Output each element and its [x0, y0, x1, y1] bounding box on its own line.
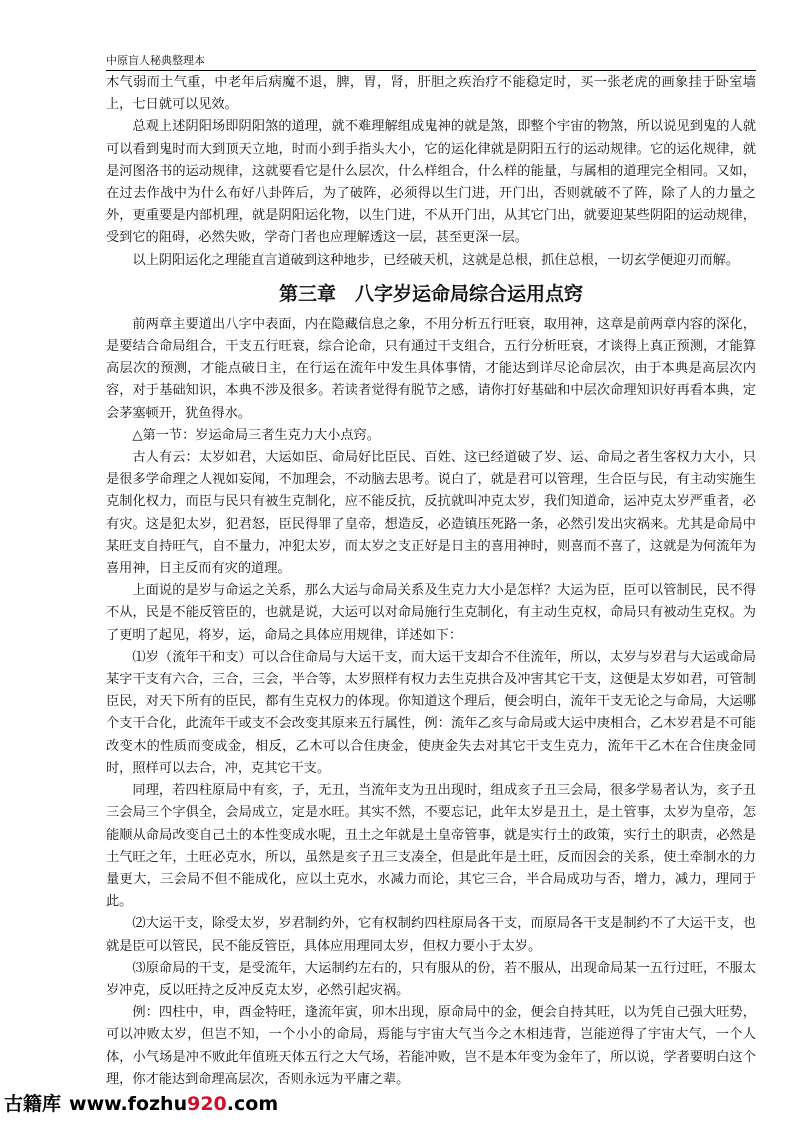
watermark-site: [69, 1093, 278, 1115]
watermark-footer: [4, 1089, 278, 1116]
page-header: [106, 54, 756, 71]
paragraph: 同理，若四柱原局中有亥，子，无丑，当流年支为丑出现时，组成亥子丑三会局，很多学易者认为，亥子丑三会局三个字俱全，会局成立，定是水旺。其实不然，不要忘记，此年太岁是丑土，是土管事，太岁为皇帝，怎能顺从命局改变自己土的本性变成水呢，丑土之年就是土皇帝管事，就是实行土的政策，实行土的职责，必然是土气旺之年，土旺必克水，所以，虽然是亥子丑三支凑全，但是此年是土旺，反而因会的关系，使土牵制水的力量更大，三会局不但不能成化，应以土克水，水减力而论，其它三合，半合局成功与否，增力，减力，理同于此。: [106, 783, 756, 910]
paragraph: ⑵大运干支，除受太岁，岁君制约外，它有权制约四柱原局各干支，而原局各干支是制约不了大运干支，也就是臣可以管民，民不能反管臣，具体应用理同太岁，但权力要小于太岁。: [106, 916, 756, 954]
paragraph: 木气弱而土气重，中老年后病魔不退，脾，胃，肾，肝胆之疾治疗不能稳定时，买一张老虎的画象挂于卧室墙上，七日就可以见效。: [106, 75, 756, 113]
paragraph: 总观上述阴阳场即阴阳煞的道理，就不难理解组成鬼神的就是煞，即整个宇宙的物煞，所以说见到鬼的人就可以看到鬼时而大到顶天立地，时而小到手指头大小，它的运化律就是阴阳五行的运动规律。它的运化规律，就是河图洛书的运动规律，这就要看它是什么层次，什么样组合，什么样的能量，与属相的道理完全相同。又如，在过去作战中为什么布好八卦阵后，为了破阵，必须得以生门进，开门出，否则就破不了阵，除了人的力量之外，更重要是内部机理，就是阴阳运化物，以生门进，不从开门出，从其它门出，就要迎某些阴阳的运动规律，受到它的阻碍，必然失败，学奇门者也应理解透这一层，甚至更深一层。: [106, 119, 756, 246]
paragraph: 例：四柱中，申，酉金特旺，逢流年寅，卯木出现，原命局中的金，便会自持其旺，以为凭自己强大旺势，可以冲败太岁，但岂不知，一个小小的命局，焉能与宇宙大气当今之木相违背，岂能逆得了宇宙大气，一个人体，小气场是冲不败此年值班天体五行之大气场，若能冲败，岂不是本年变为金年了，所以说，学者要明白这个理，你才能达到命理高层次，否则永远为平庸之辈。: [106, 1005, 756, 1087]
watermark-brand: 古籍库: [4, 1093, 62, 1115]
document-body: [106, 72, 756, 1091]
section-heading: △第一节：岁运命局三者生克力大小点窍。: [132, 427, 380, 443]
paragraph: 前两章主要道出八字中表面，内在隐藏信息之象，不用分析五行旺衰，取用神，这章是前两章内容的深化，是要结合命局组合，干支五行旺衰，综合论命，只有通过干支组合，五行分析旺衰，才谈得上真正预测，才能算高层次的预测，才能点破日主，在行运在流年中发生具体事情，才能达到详尽论命层次，由于本典是高层次内容，对于基础知识，本典不涉及很多。若读者觉得有脱节之感，请你打好基础和中层次命理知识好再看本典，定会茅塞顿开，犹鱼得水。: [106, 316, 756, 421]
site-prefix: www.fozhu: [69, 1093, 188, 1115]
header-title: 中原盲人秘典整理本: [106, 54, 205, 67]
paragraph: 古人有云：太岁如君，大运如臣、命局好比臣民、百姓、这已经道破了岁、运、命局之者生客权力大小，只是很多学命理之人视如妄闻，不加理会，不动脑去思考。说白了，就是君可以管理，生合臣与民，有主动实施生克制化权力，而臣与民只有被生克制化，应不能反抗，反抗就叫冲克太岁，我们知道命，运冲克太岁严重者，必有灾。这是犯太岁，犯君怒，臣民得罪了皇帝，想造反，必造镇压死路一条，必然引发出灾祸来。尤其是命局中某旺支自持旺气，自不量力，冲犯太岁，而太岁之支正好是日主的喜用神时，则喜而不喜了，这就是为何流年为喜用神，日主反而有灾的道理。: [106, 450, 756, 577]
chapter-title: 第三章 八字岁运命局综合运用点窍: [278, 282, 583, 305]
paragraph: 以上阴阳运化之理能直言道破到这种地步，已经破天机，这就是总根，抓住总根，一切玄学便迎刃而解。: [132, 252, 740, 268]
site-suffix: .com: [226, 1093, 279, 1115]
paragraph: 上面说的是岁与命运之关系，那么大运与命局关系及生克力大小是怎样？大运为臣，臣可以管制民，民不得不从，民是不能反管臣的，也就是说，大运可以对命局施行生克制化，有主动生克权，命局只有被动生克权。为了更明了起见，将岁，运，命局之具体应用规律，详述如下：: [106, 583, 756, 643]
paragraph: ⑶原命局的干支，是受流年，大运制约左右的，只有服从的份，若不服从，出现命局某一五行过旺，不服太岁冲克，反以旺持之反冲反克太岁，必然引起灾祸。: [106, 960, 756, 998]
paragraph: ⑴岁（流年干和支）可以合住命局与大运干支，而大运干支却合不住流年，所以，太岁与岁君与大运或命局某字干支有六合，三合，三会，半合等，太岁照样有权力去生克拱合及冲害其它干支，这便是太岁如君，可管制臣民，对天下所有的臣民，都有生克权力的体现。你知道这个理后，便会明白，流年干支无论之与命局，大运哪个支干合化，此流年干或支不会改变其原来五行属性，例：流年乙亥与命局或大运中庚相合，乙木岁君是不可能改变木的性质而变成金，相反，乙木可以合住庚金，使庚金失去对其它干支生克力，流年干乙木在合住庚金同时，照样可以去合，冲，克其它干支。: [106, 649, 756, 776]
site-number: 920: [187, 1093, 227, 1115]
